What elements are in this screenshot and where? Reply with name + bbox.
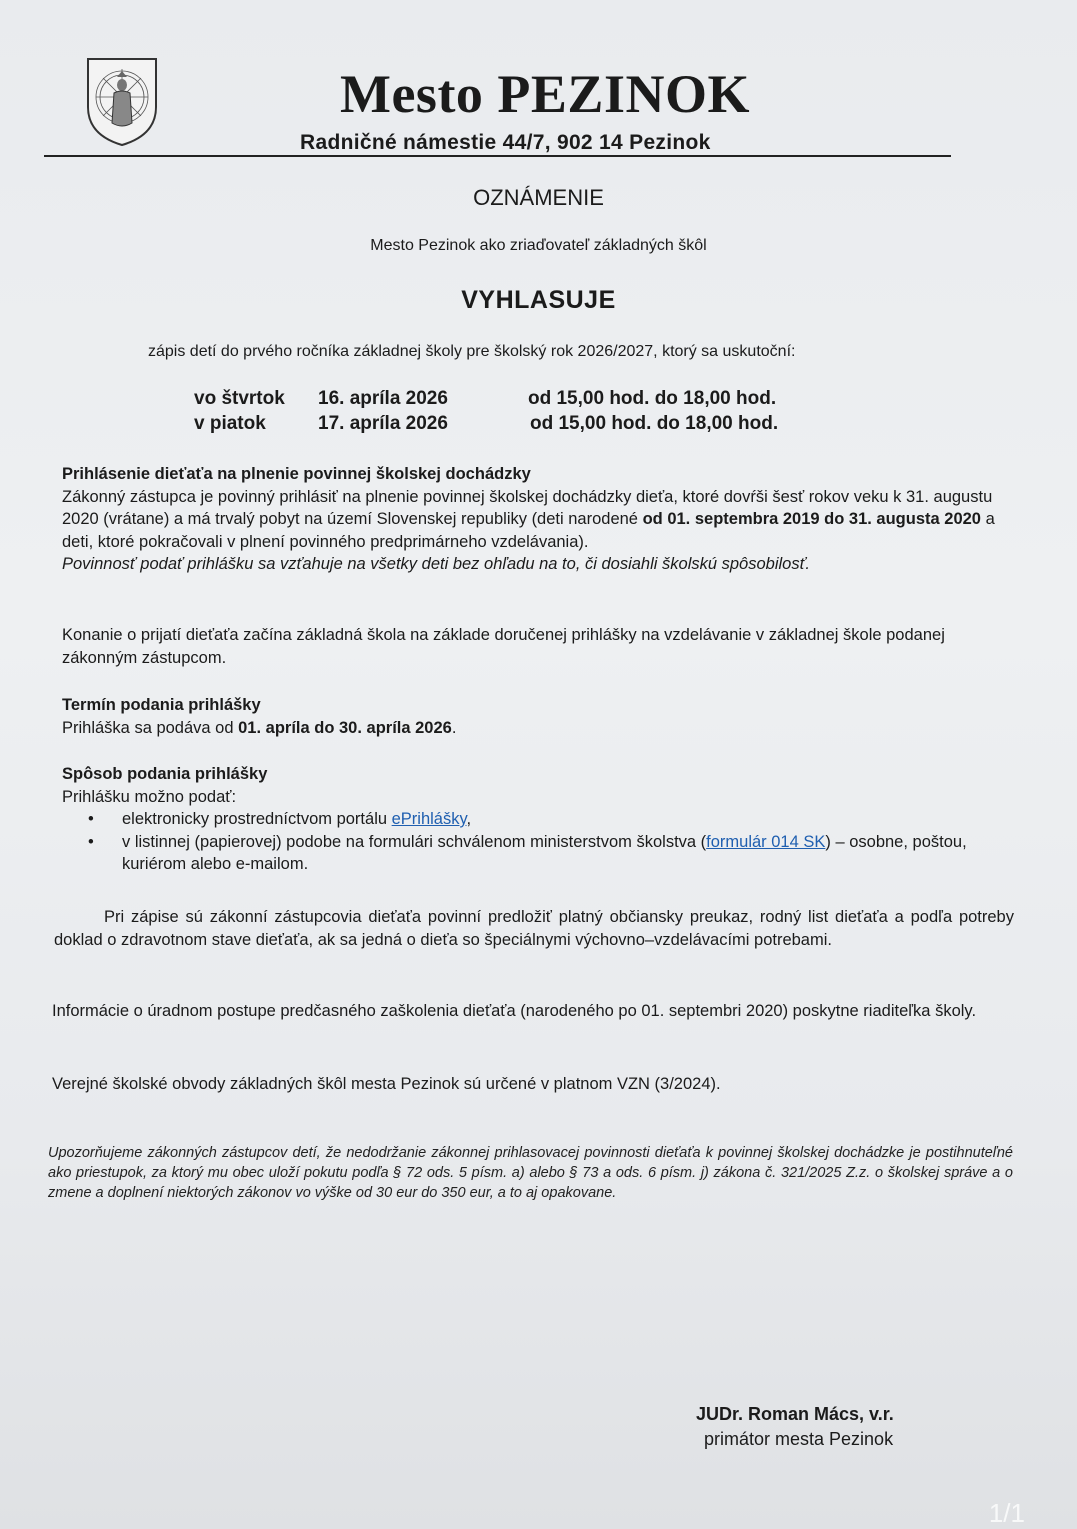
- page-title: Mesto PEZINOK: [340, 64, 750, 124]
- header-divider: [44, 155, 951, 157]
- section-deadline-heading: Termín podania prihlášky: [62, 696, 261, 714]
- enrollment-text: zápis detí do prvého ročníka základnej školy pre školský rok 2026/2027, ktorý sa uskutoční:: [148, 343, 796, 360]
- page-indicator: 1/1: [988, 1498, 1025, 1528]
- schedule-time-1: od 15,00 hod. do 18,00 hod.: [528, 388, 777, 409]
- section-method-lead: Prihlášku možno podať:: [62, 787, 237, 806]
- form-014-link[interactable]: formulár 014 SK: [706, 832, 826, 851]
- city-coat-of-arms-icon: [84, 55, 160, 147]
- schedule-date-2: 17. apríla 2026: [318, 413, 448, 434]
- section-registration: [62, 463, 1022, 576]
- schedule-day-1: vo štvrtok: [194, 388, 285, 409]
- section-deadline: [62, 694, 1022, 739]
- method-list: [62, 808, 1022, 876]
- list-item: • v listinnej (papierovej) podobe na formulári schválenom ministerstvom školstva (formulár 014 SK) – osobne, poštou, kuriérom alebo e-mailom.: [62, 831, 1022, 876]
- list-item: • elektronicky prostredníctvom portálu ePrihlášky,: [62, 808, 1022, 831]
- section-registration-note: Povinnosť podať prihlášku sa vzťahuje na všetky deti bez ohľadu na to, či dosiahli školskú spôsobilosť.: [62, 555, 811, 573]
- legal-warning: Upozorňujeme zákonných zástupcov detí, že nedodržanie zákonnej prihlasovacej povinnosti dieťaťa k povinnej školskej dochádzke je postihnuteľné ako priestupok, za ktorý mu obec uloží pokutu podľa § 72 ods. 5 písm. a) alebo § 73 a ods. 6 písm. j) zákona č. 321/2025 Z.z. o školskej správe a o zmene a doplnení niektorých zákonov vo výške od 30 eur do 350 eur, a to aj opakovane.: [48, 1145, 1013, 1201]
- signature-name: JUDr. Roman Mács, v.r.: [696, 1404, 894, 1424]
- paragraph-procedure: Konanie o prijatí dieťaťa začína základná škola na základe doručenej prihlášky na vzdelávanie v základnej škole podanej zákonným zástupcom.: [62, 626, 945, 667]
- schedule-day-2: v piatok: [194, 413, 266, 434]
- section-registration-heading: Prihlásenie dieťaťa na plnenie povinnej školskej dochádzky: [62, 465, 531, 483]
- paragraph-documents: Pri zápise sú zákonní zástupcovia dieťaťa povinní predložiť platný občiansky preukaz, rodný list dieťaťa a podľa potreby doklad o zdravotnom stave dieťaťa, ak sa jedná o dieťa so špeciálnymi výchovno–vzdelávacími potrebami.: [54, 908, 1014, 949]
- paragraph-school-districts: Verejné školské obvody základných škôl mesta Pezinok sú určené v platnom VZN (3/2024).: [52, 1075, 721, 1093]
- address-line: Radničné námestie 44/7, 902 14 Pezinok: [300, 131, 711, 154]
- schedule-date-1: 16. apríla 2026: [318, 388, 448, 409]
- section-registration-text: Zákonný zástupca je povinný prihlásiť na plnenie povinnej školskej dochádzky dieťa, ktoré dovŕši šesť rokov veku k 31. augustu 2020 (vrátane) a má trvalý pobyt na území Slovenskej republiky (deti narodené od 01. septembra 2019 do 31. augusta 2020 a deti, ktoré pokračovali v plnení povinného predprimárneho vzdelávania).: [62, 487, 995, 551]
- eprihlasky-link[interactable]: ePrihlášky: [391, 810, 467, 828]
- section-method-heading: Spôsob podania prihlášky: [62, 765, 268, 783]
- section-deadline-text: Prihláška sa podáva od 01. apríla do 30. apríla 2026.: [62, 718, 457, 737]
- notice-intro: Mesto Pezinok ako zriaďovateľ základných škôl: [370, 237, 707, 254]
- paragraph-early-enrollment: Informácie o úradnom postupe predčasného zaškolenia dieťaťa (narodeného po 01. septembri 2020) poskytne riaditeľka školy.: [52, 1002, 977, 1020]
- section-method: [62, 763, 1022, 876]
- notice-heading: OZNÁMENIE: [473, 185, 604, 210]
- schedule-time-2: od 15,00 hod. do 18,00 hod.: [530, 413, 779, 434]
- declares-heading: VYHLASUJE: [461, 286, 616, 314]
- signature-role: primátor mesta Pezinok: [704, 1429, 894, 1449]
